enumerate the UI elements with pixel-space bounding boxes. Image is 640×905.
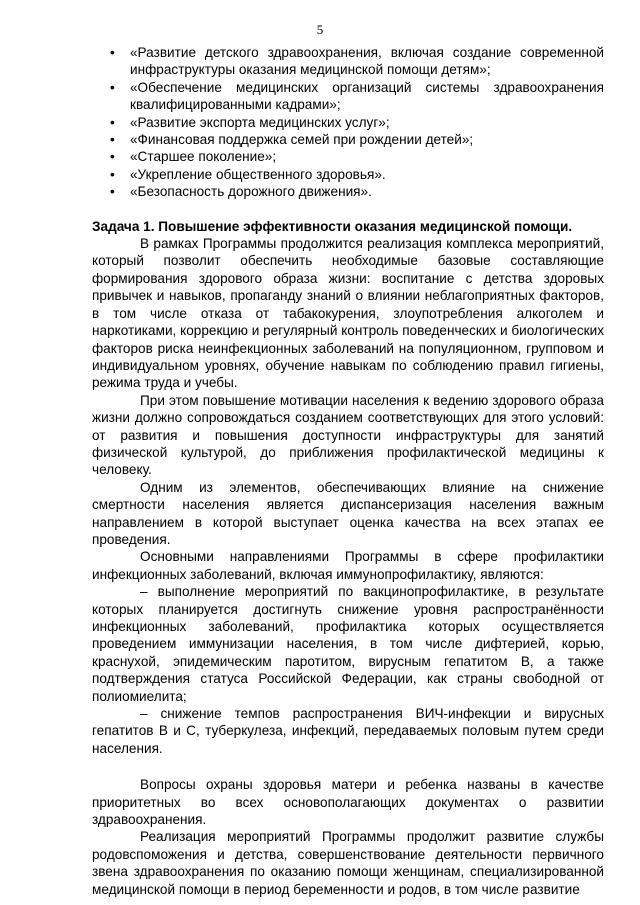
list-item [92,79,604,114]
paragraph: Реализация мероприятий Программы продолжит развитие службы родовспоможения и детства, совершенствование деятельности первичного звена здравоохранения по оказанию помощи женщинам, специализированной медицинской помощи в период беременности и родов, в том числе развитие [92,829,604,897]
document-body [92,44,604,898]
list-item-text: «Старшее поколение»; [130,149,277,165]
paragraph: – снижение темпов распространения ВИЧ-инфекции и вирусных гепатитов В и С, туберкулеза, инфекций, передаваемых половым путем среди населения. [92,706,604,756]
bullet-icon: • [110,132,115,148]
list-item-text: «Развитие экспорта медицинских услуг»; [130,114,390,130]
paragraph: В рамках Программы продолжится реализация комплекса мероприятий, который позволит обеспечить необходимые базовые составляющие формирования здорового образа жизни: воспитание с детства здоровых привычек и навыков, пропаганду знаний о влиянии неблагоприятных факторов, в том числе отказа от табакокурения, злоупотребления алкоголем и наркотиками, коррекцию и регулярный контроль поведенческих и биологических факторов риска неинфекционных заболеваний на популяционном, групповом и индивидуальном уровнях, обучение навыкам по соблюдению правил гигиены, режима труда и учебы. [92,236,604,391]
paragraph: Одним из элементов, обеспечивающих влияние на снижение смертности населения является диспансеризация населения важным направлением в которой выступает оценка качества на всех этапах ее проведения. [92,479,604,547]
bullet-icon: • [110,184,115,200]
list-item-text: «Финансовая поддержка семей при рождении детей»; [130,132,474,148]
paragraph: При этом повышение мотивации населения к ведению здорового образа жизни должно сопровождаться созданием соответствующих для этого условий: от развития и повышения доступности инфраструктуры для занятий физической культурой, до приближения профилактической медицины к человеку. [92,392,604,478]
list-item-text: «Безопасность дорожного движения». [130,184,372,200]
task-heading: Задача 1. Повышение эффективности оказания медицинской помощи. [92,218,573,234]
bullet-icon: • [110,149,115,165]
list-item [92,131,604,148]
paragraph: Основными направлениями Программы в сфере профилактики инфекционных заболеваний, включая иммунопрофилактику, являются: [92,549,604,582]
bullet-icon: • [110,79,115,95]
list-item-text: «Укрепление общественного здоровья». [130,166,386,182]
list-item-text: «Обеспечение медицинских организаций системы здравоохранения квалифицированными кадрами»; [130,79,604,113]
list-item-text: «Развитие детского здравоохранения, включая создание современной инфраструктуры оказания медицинской помощи детям»; [130,45,604,78]
spacer [92,201,604,218]
bullet-icon: • [110,114,115,130]
spacer [92,757,604,776]
bullet-icon: • [110,45,115,60]
list-item [92,183,604,200]
list-item [92,148,604,165]
paragraph: – выполнение мероприятий по вакцинопрофилактике, в результате которых планируется достигнуть снижение уровня распространённости инфекционных заболеваний, профилактика которых осуществляется проведением иммунизации населения, в том числе дифтерией, корью, краснухой, эпидемическим паротитом, вирусным гепатитом В, а также подтверждения статуса Российской Федерации, как страны свободной от полиомиелита; [92,584,604,704]
list-item [92,114,604,131]
bullet-icon: • [110,166,115,182]
list-item [92,166,604,183]
paragraph: Вопросы охраны здоровья матери и ребенка названы в качестве приоритетных во всех основополагающих документах о развитии здравоохранения. [92,777,604,828]
list-item [92,44,604,79]
project-list [92,44,604,201]
page-number: 5 [316,22,324,37]
